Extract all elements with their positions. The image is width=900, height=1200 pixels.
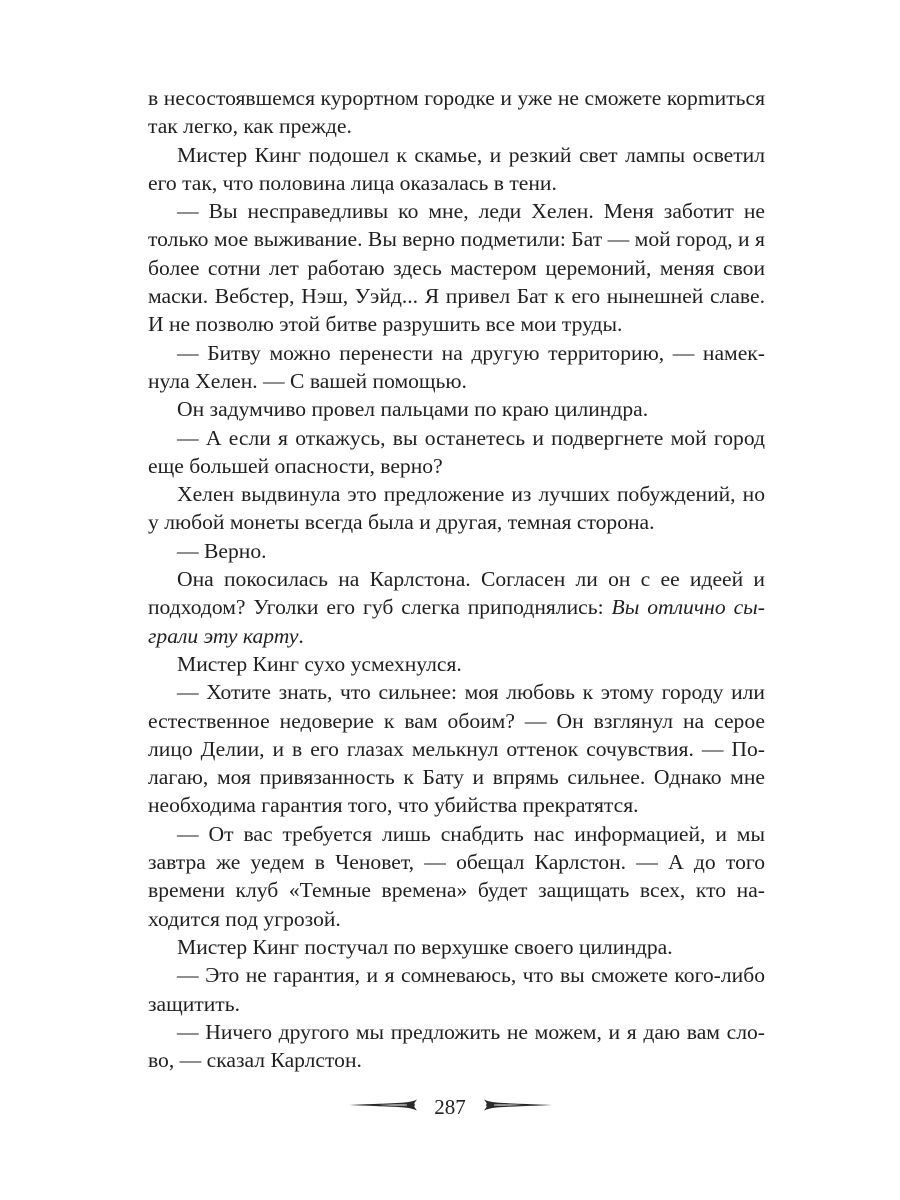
paragraph-9-text: Она покосилась на Карлстона. Согласен ли он с ее идеей и подходом? Уголки его губ слегка приподнялись:: [148, 567, 765, 620]
paragraph-15: — Ничего другого мы предложить не можем, и я даю вам слово, — сказал Карлстон.: [148, 1019, 765, 1073]
italic-trailing-period: .: [298, 623, 304, 648]
paragraph-5: Он задумчиво провел пальцами по краю цилиндра.: [177, 397, 649, 422]
page-footer: [0, 1092, 900, 1122]
paragraph-14: — Это не гарантия, и я сомневаюсь, что вы сможете кого-либо защитить.: [148, 963, 765, 1016]
paragraph-13: Мистер Кинг постучал по верхушке своего цилиндра.: [177, 934, 673, 959]
paragraph-1: в несостоявшемся курортном городке и уже не сможете корmиться так легко, как прежде.: [148, 86, 765, 139]
paragraph-7: Хелен выдвинула это предложение из лучших побуждений, но у любой монеты всегда была и другая, темная сторона.: [148, 482, 765, 535]
paragraph-8: — Верно.: [177, 538, 267, 563]
paragraph-9: [148, 565, 765, 650]
ornament-right-icon: [482, 1096, 552, 1114]
book-page-body: [148, 84, 765, 1074]
paragraph-11: — Хотите знать, что сильнее: моя любовь к этому городу или естественное недоверие к вам обоим? — Он взглянул на серое лицо Делии, и в его глазах мелькнул оттенок сочувствия. — Полагаю, моя привязанность к Бату и впрямь сильнее. Однако мне необходима гарантия того, что убийства прекратятся.: [148, 680, 765, 818]
paragraph-4: — Битву можно перенести на другую территорию, — намекнула Хелен. — С вашей помощью.: [148, 340, 765, 393]
paragraph-3: — Вы несправедливы ко мне, леди Хелен. Меня заботит не только мое выживание. Вы верно подметили: Бат — мой город, и я более сотни лет работаю здесь мастером церемоний, меняя свои маски. Вебстер, Нэш, Уэйд... Я привел Бат к его нынешней славе. И не позволю этой битве разрушить все мои труды.: [148, 199, 765, 337]
ornament-left-icon: [349, 1096, 419, 1114]
paragraph-10: Мистер Кинг сухо усмехнулся.: [177, 651, 462, 676]
italic-phrase: Вы отлично сыграли эту карту: [148, 595, 765, 648]
paragraph-2: Мистер Кинг подошел к скамье, и резкий свет лампы осветил его так, что половина лица оказалась в тени.: [148, 142, 765, 195]
paragraph-6: — А если я откажусь, вы останетесь и подвергнете мой город еще большей опасности, верно?: [148, 425, 765, 478]
paragraph-12: — От вас требуется лишь снабдить нас информацией, и мы завтра же уедем в Ченовет, — обещал Карлстон. — А до того времени клуб «Темные времена» будет защищать всех, кто находится под угрозой.: [148, 821, 765, 931]
page-number: 287: [434, 1095, 466, 1119]
